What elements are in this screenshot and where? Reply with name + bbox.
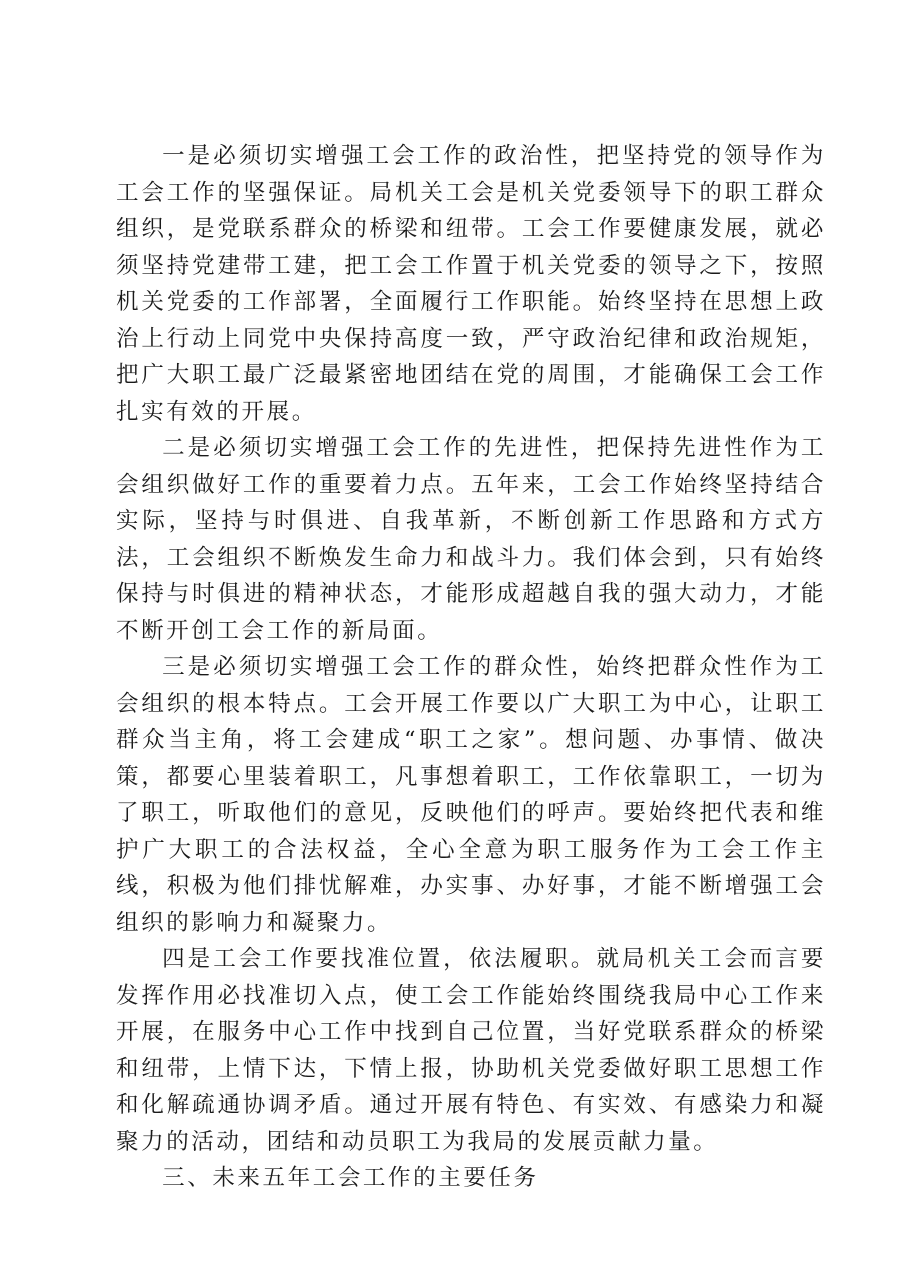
paragraph-2: 二是必须切实增强工会工作的先进性，把保持先进性作为工会组织做好工作的重要着力点。五年来，工会工作始终坚持结合实际，坚持与时俱进、自我革新，不断创新工作思路和方式方法，工会组织不断焕发生命力和战斗力。我们体会到，只有始终保持与时俱进的精神状态，才能形成超越自我的强大动力，才能不断开创工会工作的新局面。 [116, 435, 826, 644]
paragraph-3: 三是必须切实增强工会工作的群众性，始终把群众性作为工会组织的根本特点。工会开展工作要以广大职工为中心，让职工群众当主角，将工会建成“职工之家”。想问题、办事情、做决策，都要心里装着职工，凡事想着职工，工作依靠职工，一切为了职工，听取他们的意见，反映他们的呼声。要始终把代表和维护广大职工的合法权益，全心全意为职工服务作为工会工作主线，积极为他们排忧解难，办实事、办好事，才能不断增强工会组织的影响力和凝聚力。 [116, 654, 826, 936]
paragraph-4: 四是工会工作要找准位置，依法履职。就局机关工会而言要发挥作用必找准切入点，使工会工作能始终围绕我局中心工作来开展，在服务中心工作中找到自己位置，当好党联系群众的桥梁和纽带，上情下达，下情上报，协助机关党委做好职工思想工作和化解疏通协调矛盾。通过开展有特色、有实效、有感染力和凝聚力的活动，团结和动员职工为我局的发展贡献力量。 [116, 946, 826, 1155]
document-body [116, 138, 826, 1197]
section-heading: 三、未来五年工会工作的主要任务 [162, 1165, 539, 1191]
paragraph-1: 一是必须切实增强工会工作的政治性，把坚持党的领导作为工会工作的坚强保证。局机关工会是机关党委领导下的职工群众组织，是党联系群众的桥梁和纽带。工会工作要健康发展，就必须坚持党建带工建，把工会工作置于机关党委的领导之下，按照机关党委的工作部署，全面履行工作职能。始终坚持在思想上政治上行动上同党中央保持高度一致，严守政治纪律和政治规矩，把广大职工最广泛最紧密地团结在党的周围，才能确保工会工作扎实有效的开展。 [116, 143, 826, 425]
